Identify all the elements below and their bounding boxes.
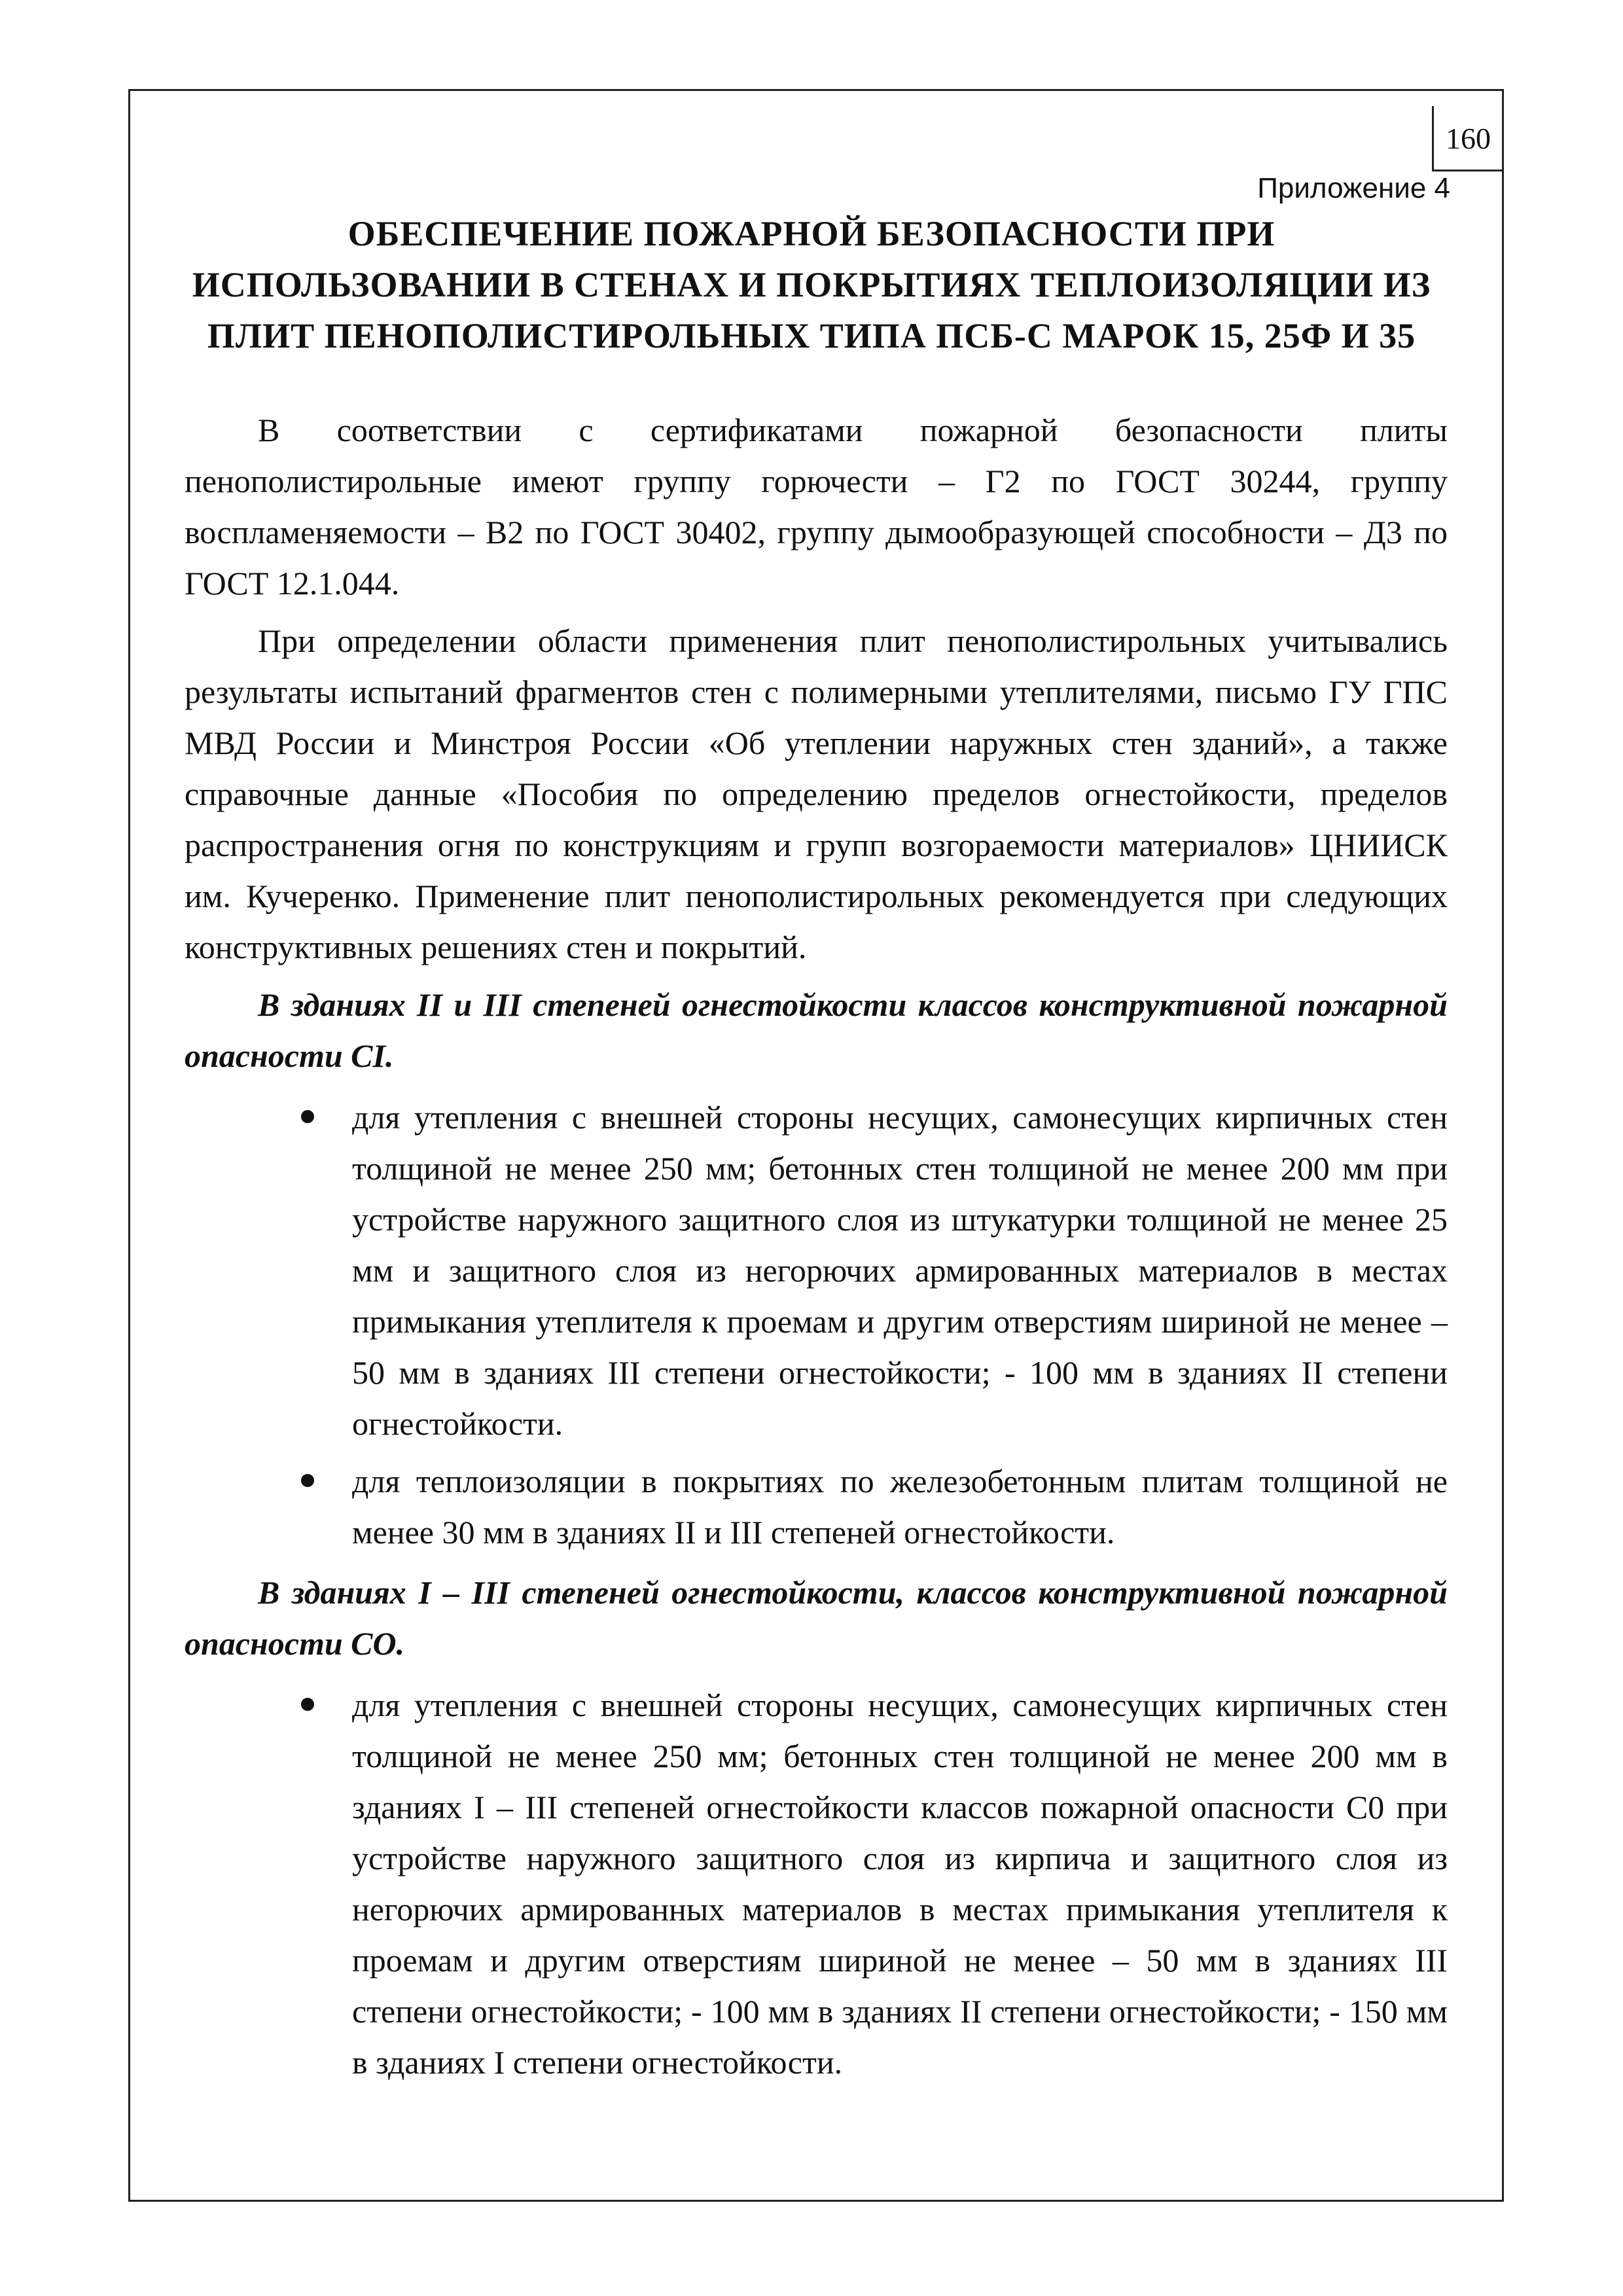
section-heading-c0: В зданиях I – III степеней огнестойкости, классов конструктивной пожарной опасности СО.: [185, 1574, 1448, 1662]
document-body: [185, 404, 1448, 2097]
list-item: [185, 1679, 1448, 2088]
bullet-icon: [301, 1698, 314, 1711]
list-item-text: для утепления с внешней стороны несущих, самонесущих кирпичных стен толщиной не менее 250 мм; бетонных стен толщиной не менее 200 мм при устройстве наружного защитного слоя из штукатурки толщиной не менее 25 мм и защитного слоя из негорючих армированных материалов в местах примыкания утеплителя к проемам и другим отверстиям шириной не менее – 50 мм в зданиях III степени огнестойкости; - 100 мм в зданиях II степени огнестойкости.: [352, 1099, 1448, 1442]
page-number: 160: [1432, 106, 1503, 171]
list-item: [185, 1456, 1448, 1558]
title-line-3: ПЛИТ ПЕНОПОЛИСТИРОЛЬНЫХ ТИПА ПСБ-С МАРОК 15, 25Ф И 35: [207, 316, 1416, 355]
list-item: [185, 1092, 1448, 1449]
section-heading-c1: В зданиях II и III степеней огнестойкости классов конструктивной пожарной опасности CI.: [185, 986, 1448, 1074]
paragraph-application-area: При определении области применения плит пенополистирольных учитывались результаты испытаний фрагментов стен с полимерными утеплителями, письмо ГУ ГПС МВД России и Минстроя России «Об утеплении наружных стен зданий», а также справочные данные «Пособия по определению пределов огнестойкости, пределов распространения огня по конструкциям и групп возгораемости материалов» ЦНИИСК им. Кучеренко. Применение плит пенополистирольных рекомендуется при следующих конструктивных решениях стен и покрытий.: [185, 622, 1448, 965]
bullet-icon: [301, 1110, 314, 1123]
list-item-text: для утепления с внешней стороны несущих, самонесущих кирпичных стен толщиной не менее 250 мм; бетонных стен толщиной не менее 200 мм в зданиях I – III степеней огнестойкости классов пожарной опасности С0 при устройстве наружного защитного слоя из кирпича и защитного слоя из негорючих армированных материалов в местах примыкания утеплителя к проемам и другим отверстиям шириной не менее – 50 мм в зданиях III степени огнестойкости; - 100 мм в зданиях II степени огнестойкости; - 150 мм в зданиях I степени огнестойкости.: [352, 1687, 1448, 2081]
section-c1-list: [185, 1092, 1448, 1558]
section-c0-list: [185, 1679, 1448, 2088]
paragraph-certificates: В соответствии с сертификатами пожарной безопасности плиты пенополистирольные имеют группу горючести – Г2 по ГОСТ 30244, группу воспламеняемости – В2 по ГОСТ 30402, группу дымообразующей способности – Д3 по ГОСТ 12.1.044.: [185, 412, 1448, 601]
title-line-2: ИСПОЛЬЗОВАНИИ В СТЕНАХ И ПОКРЫТИЯХ ТЕПЛОИЗОЛЯЦИИ ИЗ: [192, 265, 1431, 304]
title-line-1: ОБЕСПЕЧЕНИЕ ПОЖАРНОЙ БЕЗОПАСНОСТИ ПРИ: [348, 214, 1275, 253]
appendix-label: Приложение 4: [1257, 172, 1450, 204]
document-title: [177, 208, 1446, 361]
list-item-text: для теплоизоляции в покрытиях по железобетонным плитам толщиной не менее 30 мм в зданиях II и III степеней огнестойкости.: [352, 1463, 1448, 1551]
bullet-icon: [301, 1474, 314, 1487]
